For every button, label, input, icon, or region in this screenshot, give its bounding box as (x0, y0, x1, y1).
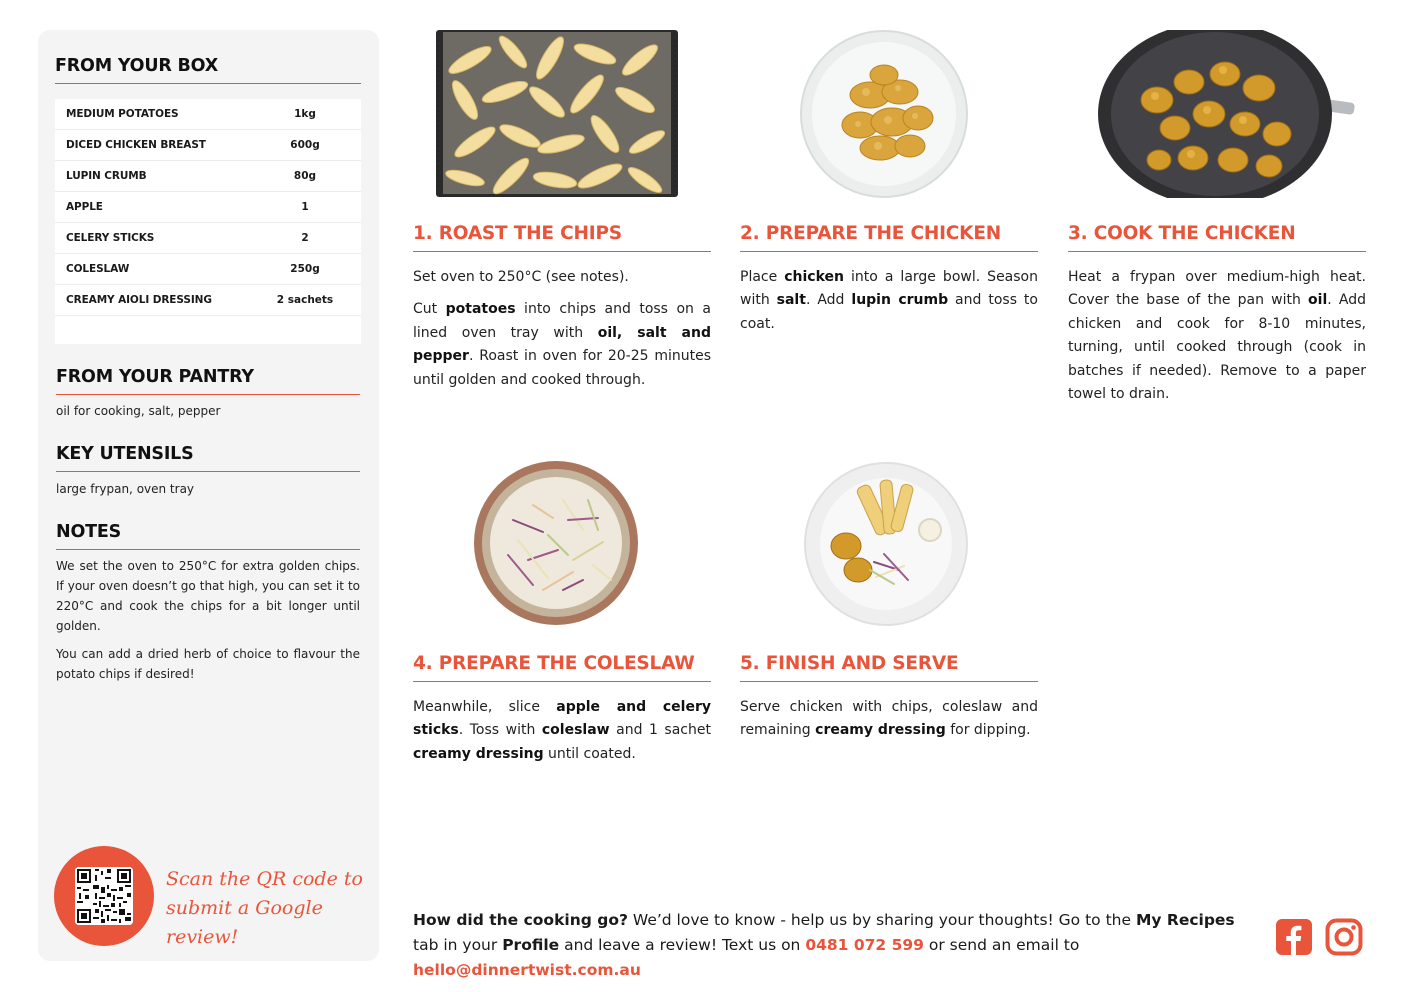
item-qty: 2 sachets (276, 294, 334, 306)
table-row (55, 223, 361, 254)
step-5-paragraph: Serve chicken with chips, coleslaw and remaining creamy dressing for dipping. (740, 699, 1038, 739)
item-qty: 1kg (294, 108, 316, 120)
step-2-title: 2. PREPARE THE CHICKEN (740, 223, 1038, 252)
table-row (55, 161, 361, 192)
notes-paragraph: We set the oven to 250°C for extra golden chips. If your oven doesn’t go that high, you can set it to 220°C and cook the chips for a bit longer until golden. (56, 559, 360, 633)
finish-serve-photo (804, 462, 968, 626)
notes-body (56, 556, 360, 692)
phone-link[interactable]: 0481 072 599 (805, 936, 924, 954)
table-row (55, 99, 361, 130)
feedback-question: How did the cooking go? (413, 911, 628, 929)
my-recipes-link[interactable]: My Recipes (1135, 911, 1235, 929)
notes-paragraph: You can add a dried herb of choice to flavour the potato chips if desired! (56, 647, 360, 681)
step-5-body (740, 696, 1038, 752)
item-name: COLESLAW (66, 263, 130, 275)
ingredients-panel (38, 30, 379, 961)
qr-caption (166, 865, 366, 952)
step-4-paragraph: Meanwhile, slice apple and celery sticks. Toss with coleslaw and 1 sachet creamy dressing until coated. (413, 699, 711, 762)
step-1-body (413, 266, 711, 401)
item-qty: 1 (301, 201, 309, 213)
table-row (55, 285, 361, 316)
table-row (55, 130, 361, 161)
roast-chips-photo (435, 30, 679, 198)
item-name: LUPIN CRUMB (66, 170, 147, 182)
step-1-paragraph: Cut potatoes into chips and toss on a lined oven tray with oil, salt and pepper. Roast in oven for 20-25 minutes until golden and cooked through. (413, 301, 711, 388)
prepare-chicken-photo (800, 30, 968, 198)
qr-code-icon[interactable] (75, 867, 133, 925)
item-name: CELERY STICKS (66, 232, 155, 244)
qr-caption-line: Scan the QR code to (166, 868, 363, 890)
step-2-paragraph: Place chicken into a large bowl. Season with salt. Add lupin crumb and toss to coat. (740, 269, 1038, 332)
item-name: DICED CHICKEN BREAST (66, 139, 206, 151)
table-row (55, 192, 361, 223)
notes-title: NOTES (56, 522, 360, 550)
instagram-icon[interactable] (1325, 918, 1363, 956)
cook-chicken-photo (1097, 30, 1357, 198)
step-1-title: 1. ROAST THE CHIPS (413, 223, 711, 252)
pantry-text: oil for cooking, salt, pepper (56, 404, 221, 418)
facebook-icon[interactable] (1275, 918, 1313, 956)
item-name: MEDIUM POTATOES (66, 108, 179, 120)
box-items-table (55, 99, 361, 344)
step-3-title: 3. COOK THE CHICKEN (1068, 223, 1366, 252)
step-3-paragraph: Heat a frypan over medium-high heat. Cover the base of the pan with oil. Add chicken and cook for 8-10 minutes, turning, until cooked through (cook in batches if needed). Remove to a paper towel to drain. (1068, 269, 1366, 403)
step-4-title: 4. PREPARE THE COLESLAW (413, 653, 711, 682)
item-qty: 80g (293, 170, 317, 182)
step-4-body (413, 696, 711, 775)
step-5-title: 5. FINISH AND SERVE (740, 653, 1038, 682)
qr-badge[interactable] (54, 846, 154, 946)
utensils-title: KEY UTENSILS (56, 444, 360, 472)
item-name: CREAMY AIOLI DRESSING (66, 294, 212, 306)
step-2-body (740, 266, 1038, 345)
item-name: APPLE (66, 201, 103, 213)
item-qty: 250g (290, 263, 320, 275)
step-3-body (1068, 266, 1366, 415)
qr-caption-line: submit a Google review! (166, 897, 323, 948)
feedback-footer: How did the cooking go? We’d love to know - help us by sharing your thoughts! Go to the My Recipes tab in your Profile and leave a review! Text us on 0481 072 599 or send an email to hello@dinnertwist.com.au (413, 911, 1235, 979)
utensils-text: large frypan, oven tray (56, 482, 195, 496)
pantry-title: FROM YOUR PANTRY (56, 367, 360, 395)
item-qty: 2 (301, 232, 309, 244)
step-1-paragraph: Set oven to 250°C (see notes). (413, 269, 629, 285)
from-box-title: FROM YOUR BOX (55, 56, 361, 84)
coleslaw-photo (473, 460, 639, 626)
item-qty: 600g (290, 139, 320, 151)
table-row (55, 254, 361, 285)
email-link[interactable]: hello@dinnertwist.com.au (413, 961, 641, 979)
profile-link[interactable]: Profile (502, 936, 560, 954)
